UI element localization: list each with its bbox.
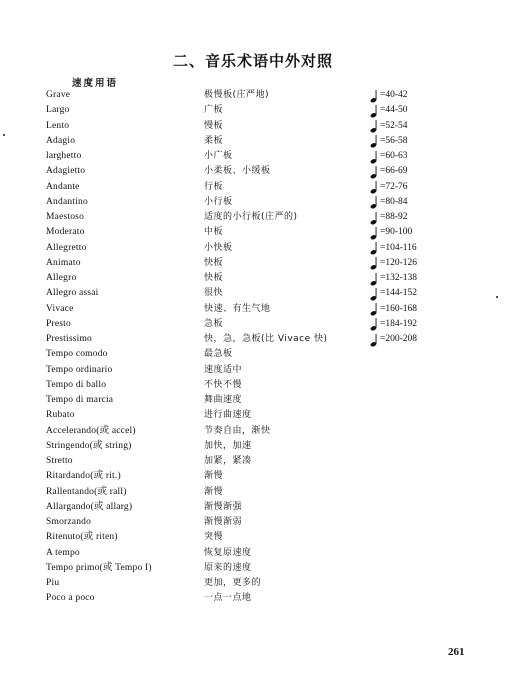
quarter-note-icon: [370, 317, 379, 331]
table-row: [0, 469, 506, 484]
scan-speck: [496, 296, 498, 298]
meaning-text: 快板: [204, 257, 224, 268]
meaning-text: 极慢板(庄严地): [204, 90, 270, 100]
meaning-text: 速度适中: [204, 364, 243, 375]
tempo-bpm: =80-84: [380, 196, 408, 207]
tempo-bpm: =72-76: [380, 181, 408, 192]
term-text: Andantino: [46, 196, 88, 207]
term-text: Moderato: [46, 227, 85, 238]
term-text: Tempo di marcia: [46, 395, 114, 405]
table-row: [0, 439, 506, 454]
tempo-marking: [370, 332, 417, 347]
table-row: [0, 378, 506, 393]
tempo-bpm: =200-208: [380, 334, 418, 344]
term-text: A tempo: [46, 547, 80, 558]
term-text: Stringendo(或 string): [46, 440, 132, 451]
meaning-text: 进行曲速度: [204, 410, 252, 421]
table-row: [0, 164, 506, 179]
page-number: 261: [448, 646, 465, 658]
term-text: Allegro assai: [46, 288, 99, 299]
meaning-text: 节奏自由，渐快: [204, 425, 271, 436]
tempo-bpm: =40-42: [380, 90, 408, 100]
term-text: Allargando(或 allarg): [46, 501, 133, 512]
meaning-text: 适度的小行板(庄严的): [204, 212, 298, 222]
table-row: [0, 561, 506, 576]
tempo-marking: [370, 119, 408, 134]
term-text: Vivace: [46, 303, 74, 314]
tempo-bpm: =90-100: [380, 227, 413, 238]
meaning-text: 小柔板、小缓板: [204, 166, 271, 177]
quarter-note-icon: [370, 333, 379, 347]
meaning-text: 渐慢: [204, 486, 224, 497]
table-row: [0, 546, 506, 561]
tempo-bpm: =44-50: [380, 105, 408, 116]
term-text: Tempo comodo: [46, 349, 108, 360]
tempo-marking: [370, 180, 408, 195]
meaning-text: 行板: [204, 181, 224, 192]
meaning-text: 快板: [204, 273, 224, 283]
term-text: Prestissimo: [46, 334, 93, 344]
table-row: [0, 317, 506, 332]
meaning-text: 快，急，急板(比 Vivace 快): [204, 334, 328, 344]
table-row: [0, 286, 506, 301]
term-text: Animato: [46, 257, 81, 268]
term-text: Tempo primo(或 Tempo I): [46, 562, 152, 573]
term-text: Maestoso: [46, 212, 85, 222]
tempo-marking: [370, 302, 417, 317]
quarter-note-icon: [370, 195, 379, 209]
term-text: Adagietto: [46, 166, 86, 177]
table-row: [0, 485, 506, 500]
quarter-note-icon: [370, 256, 379, 270]
table-row: [0, 393, 506, 408]
tempo-marking: [370, 195, 408, 210]
meaning-text: 小行板: [204, 196, 233, 207]
table-row: [0, 88, 506, 103]
tempo-bpm: =144-152: [380, 288, 418, 299]
meaning-text: 舞曲速度: [204, 395, 243, 405]
meaning-text: 更加，更多的: [204, 578, 262, 588]
term-text: Tempo di ballo: [46, 379, 107, 390]
table-row: [0, 591, 506, 606]
tempo-marking: [370, 225, 412, 240]
tempo-bpm: =66-69: [380, 166, 408, 177]
meaning-text: 小快板: [204, 242, 233, 253]
tempo-marking: [370, 149, 408, 164]
table-row: [0, 332, 506, 347]
table-row: [0, 134, 506, 149]
term-text: Tempo ordinario: [46, 364, 113, 375]
tempo-marking: [370, 164, 408, 179]
table-row: [0, 424, 506, 439]
tempo-marking: [370, 317, 417, 332]
meaning-text: 恢复原速度: [204, 547, 252, 558]
meaning-text: 广板: [204, 105, 224, 116]
table-row: [0, 103, 506, 118]
meaning-text: 加快，加速: [204, 440, 252, 451]
term-text: Ritenuto(或 riten): [46, 532, 118, 543]
tempo-marking: [370, 256, 417, 271]
quarter-note-icon: [370, 302, 379, 316]
term-text: Poco a poco: [46, 593, 95, 604]
term-text: Stretto: [46, 456, 73, 466]
meaning-text: 中板: [204, 227, 224, 238]
tempo-bpm: =56-58: [380, 135, 408, 146]
term-text: Largo: [46, 105, 70, 116]
meaning-text: 加紧，紧凑: [204, 456, 252, 466]
meaning-text: 突慢: [204, 532, 224, 543]
tempo-bpm: =132-138: [380, 273, 418, 283]
scan-speck: [3, 134, 5, 136]
table-row: [0, 271, 506, 286]
table-row: [0, 195, 506, 210]
tempo-marking: [370, 241, 417, 256]
page-title: 二、音乐术语中外对照: [172, 52, 333, 70]
meaning-text: 快速、有生气地: [204, 303, 271, 314]
table-row: [0, 347, 506, 362]
table-row: [0, 302, 506, 317]
term-text: Smorzando: [46, 517, 92, 527]
table-row: [0, 149, 506, 164]
tempo-bpm: =52-54: [380, 120, 408, 131]
term-text: Accelerando(或 accel): [46, 425, 136, 436]
quarter-note-icon: [370, 226, 379, 240]
term-text: Presto: [46, 318, 71, 329]
table-row: [0, 180, 506, 195]
term-text: Lento: [46, 120, 70, 131]
meaning-text: 急板: [204, 318, 224, 329]
tempo-marking: [370, 286, 417, 301]
meaning-text: 一点一点地: [204, 593, 252, 604]
quarter-note-icon: [370, 89, 379, 103]
table-row: [0, 515, 506, 530]
tempo-bpm: =104-116: [380, 242, 417, 253]
tempo-bpm: =88-92: [380, 212, 408, 222]
table-row: [0, 500, 506, 515]
meaning-text: 小广板: [204, 151, 233, 161]
quarter-note-icon: [370, 211, 379, 225]
quarter-note-icon: [370, 272, 379, 286]
meaning-text: 柔板: [204, 135, 224, 146]
table-row: [0, 119, 506, 134]
table-row: [0, 530, 506, 545]
meaning-text: 很快: [204, 288, 224, 299]
table-row: [0, 363, 506, 378]
table-row: [0, 241, 506, 256]
term-text: Grave: [46, 90, 71, 100]
quarter-note-icon: [370, 180, 379, 194]
meaning-text: 慢板: [204, 120, 224, 131]
tempo-bpm: =60-63: [380, 151, 408, 161]
quarter-note-icon: [370, 150, 379, 164]
table-row: [0, 256, 506, 271]
term-text: Allegro: [46, 273, 77, 283]
meaning-text: 渐慢: [204, 471, 224, 482]
tempo-marking: [370, 88, 408, 103]
terminology-table: [0, 88, 506, 607]
term-text: Ritardando(或 rit.): [46, 471, 121, 482]
table-row: [0, 576, 506, 591]
tempo-marking: [370, 103, 408, 118]
quarter-note-icon: [370, 241, 379, 255]
quarter-note-icon: [370, 287, 379, 301]
term-text: larghetto: [46, 151, 82, 161]
term-text: Allegretto: [46, 242, 87, 253]
tempo-marking: [370, 210, 408, 225]
quarter-note-icon: [370, 104, 379, 118]
term-text: Rallentando(或 rall): [46, 486, 127, 497]
tempo-marking: [370, 134, 408, 149]
term-text: Andante: [46, 181, 80, 192]
tempo-bpm: =120-126: [380, 257, 418, 268]
term-text: Adagio: [46, 135, 76, 146]
table-row: [0, 454, 506, 469]
meaning-text: 不快不慢: [204, 379, 243, 390]
tempo-marking: [370, 271, 417, 286]
term-text: Rubato: [46, 410, 75, 421]
term-text: Piu: [46, 578, 60, 588]
quarter-note-icon: [370, 165, 379, 179]
meaning-text: 最急板: [204, 349, 233, 360]
table-row: [0, 225, 506, 240]
table-row: [0, 408, 506, 423]
quarter-note-icon: [370, 119, 379, 133]
meaning-text: 渐慢渐弱: [204, 517, 243, 527]
table-row: [0, 210, 506, 225]
tempo-bpm: =160-168: [380, 303, 418, 314]
quarter-note-icon: [370, 134, 379, 148]
tempo-bpm: =184-192: [380, 318, 418, 329]
meaning-text: 渐慢渐强: [204, 501, 243, 512]
section-heading: 速度用语: [72, 78, 119, 89]
meaning-text: 原来的速度: [204, 562, 252, 573]
